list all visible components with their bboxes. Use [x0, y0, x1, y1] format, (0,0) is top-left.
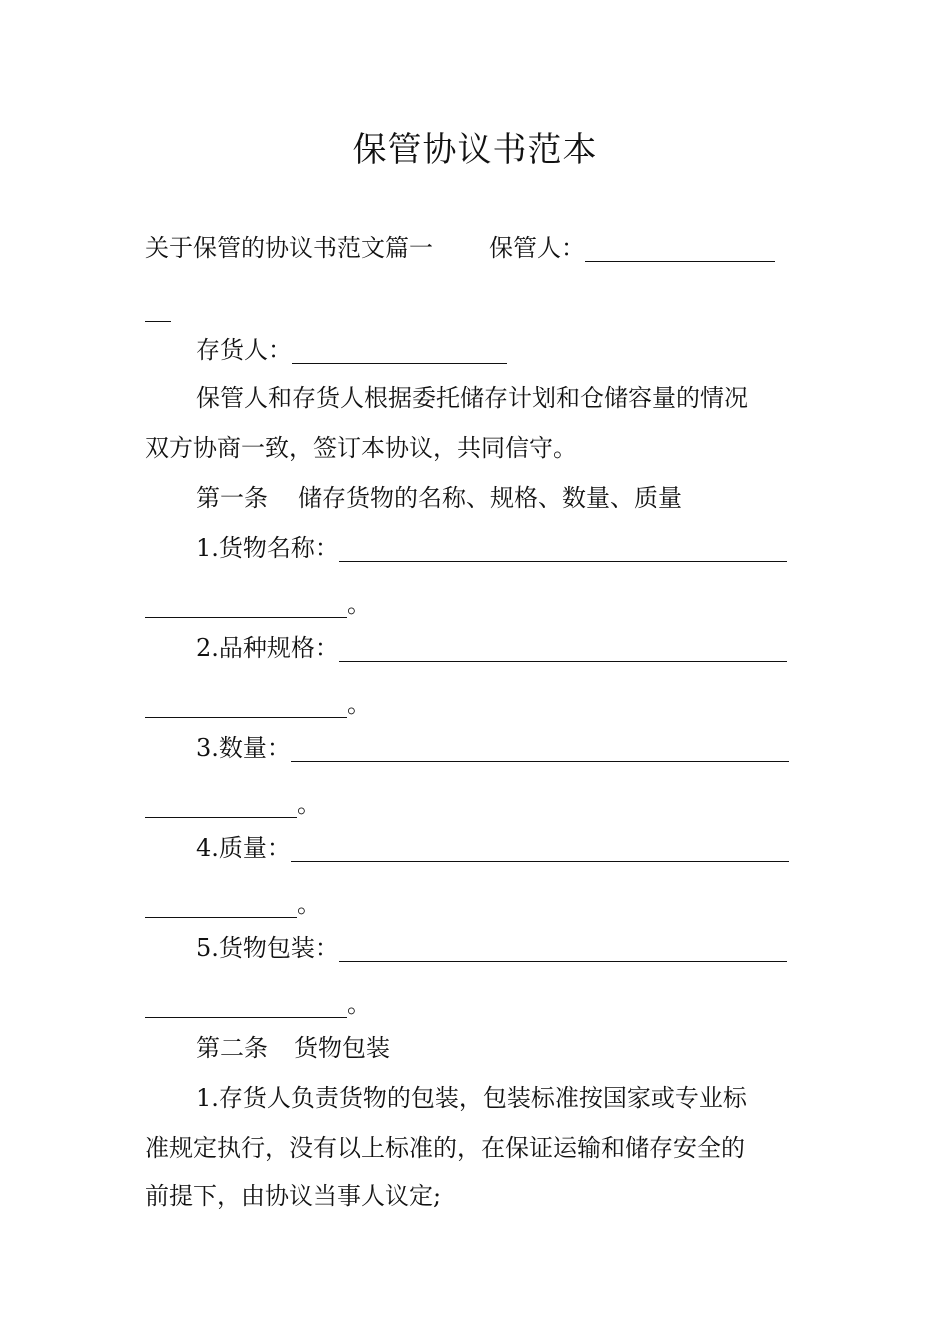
item-4-label: 4.质量：: [196, 834, 291, 862]
item-1-cont: 。: [145, 584, 371, 624]
item-3: [196, 728, 789, 768]
item-5-label: 5.货物包装：: [196, 934, 339, 962]
article1-heading: [196, 478, 682, 518]
item-3-label: 3.数量：: [196, 734, 291, 762]
para2-line2: 准规定执行，没有以上标准的，在保证运输和储存安全的: [145, 1134, 745, 1162]
item-5: [196, 928, 787, 968]
item-3-cont: 。: [145, 784, 321, 824]
item-1-label: 1.货物名称：: [196, 534, 339, 562]
item-5-cont: 。: [145, 984, 371, 1024]
para2-line1: 1.存货人负责货物的包装，包装标准按国家或专业标: [196, 1084, 747, 1112]
intro-line: [145, 228, 775, 268]
para1-line2: 双方协商一致，签订本协议，共同信守。: [145, 434, 577, 462]
item-2: [196, 628, 787, 668]
depositor-label: 存货人：: [196, 336, 292, 364]
document-title: 保管协议书范本: [352, 130, 598, 170]
item-1-blank: [339, 533, 787, 562]
article1-number: 第一条: [196, 484, 268, 512]
article1-title: 储存货物的名称、规格、数量、质量: [298, 484, 682, 512]
item-1: [196, 528, 787, 568]
article2-title: 货物包装: [294, 1034, 390, 1062]
article2-number: 第二条: [196, 1034, 268, 1062]
item-4-cont: 。: [145, 884, 321, 924]
item-2-blank: [339, 633, 787, 662]
item-5-blank: [339, 933, 787, 962]
item-2-cont: 。: [145, 684, 371, 724]
item-2-label: 2.品种规格：: [196, 634, 339, 662]
para2-line3: 前提下，由协议当事人议定;: [145, 1182, 442, 1210]
keeper-blank: [585, 233, 775, 262]
depositor-blank: [292, 335, 507, 364]
para1-line1: 保管人和存货人根据委托储存计划和仓储容量的情况: [196, 384, 748, 412]
item-3-blank: [291, 733, 789, 762]
article2-heading: [196, 1028, 390, 1068]
section-label: 关于保管的协议书范文篇一: [145, 234, 433, 262]
keeper-blank-cont: [145, 288, 171, 328]
item-4: [196, 828, 789, 868]
keeper-label: 保管人：: [489, 234, 585, 262]
item-4-blank: [291, 833, 789, 862]
depositor-line: [196, 330, 507, 370]
